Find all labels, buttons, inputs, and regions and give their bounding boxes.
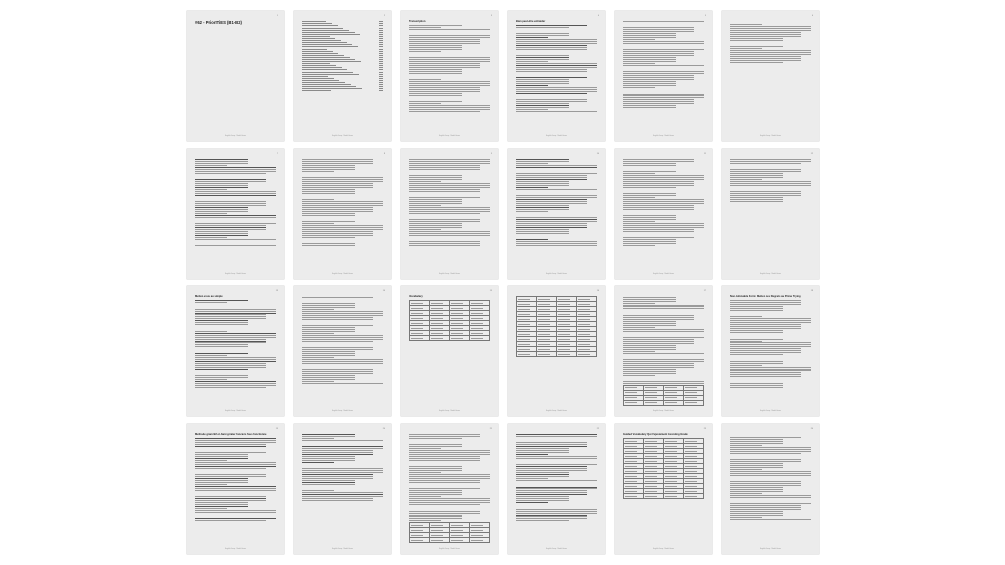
- page-footer: English Group · Madel House: [653, 273, 674, 275]
- page-number: 22: [596, 428, 599, 431]
- page-thumbnail[interactable]: [615, 286, 712, 416]
- page-number: 11: [703, 152, 706, 155]
- page-thumbnail[interactable]: [294, 424, 391, 554]
- page-footer: English Group · Madel House: [225, 273, 246, 275]
- page-content: [302, 295, 383, 406]
- page-footer: English Group · Madel House: [653, 411, 674, 413]
- page-content: [516, 433, 597, 544]
- page-content: [409, 433, 490, 544]
- page-grid: [187, 11, 820, 554]
- page-number: 5: [704, 15, 706, 17]
- page-number: 2: [383, 15, 385, 17]
- page-footer: English Group · Madel House: [225, 411, 246, 413]
- page-thumbnail[interactable]: [722, 149, 819, 279]
- page-footer: English Group · Madel House: [439, 136, 460, 137]
- page-content: [516, 295, 597, 406]
- page-footer: English Group · Madel House: [332, 549, 353, 551]
- page-thumbnail[interactable]: [401, 11, 498, 141]
- page-number: 12: [810, 152, 813, 155]
- page-thumbnail[interactable]: [187, 11, 284, 141]
- page-thumbnail[interactable]: [722, 424, 819, 554]
- section-heading: Non-Advisable Form: Mettez ces Regrets au Prime Trying: [730, 295, 801, 299]
- page-thumbnail[interactable]: [615, 11, 712, 141]
- section-heading: Methode gram B2 et Jami grrater fonciers fous fonctionne: [195, 433, 267, 437]
- page-content: [623, 295, 704, 406]
- page-number: 8: [383, 152, 385, 155]
- page-content: [623, 158, 704, 269]
- page-number: 15: [489, 290, 492, 293]
- page-content: [730, 433, 811, 544]
- page-content: [623, 433, 704, 544]
- page-thumbnail[interactable]: [508, 286, 605, 416]
- page-number: 14: [382, 290, 385, 293]
- page-content: [730, 158, 811, 269]
- page-number: 7: [276, 152, 278, 155]
- page-footer: English Group · Madel House: [225, 136, 246, 137]
- page-footer: English Group · Madel House: [225, 549, 246, 551]
- page-footer: English Group · Madel House: [439, 549, 460, 551]
- page-thumbnail[interactable]: [187, 286, 284, 416]
- page-thumbnail[interactable]: [508, 11, 605, 141]
- page-number: 20: [382, 428, 385, 431]
- page-footer: English Group · Madel House: [653, 136, 674, 137]
- page-content: [730, 20, 811, 131]
- page-number: 23: [703, 428, 706, 431]
- page-number: 24: [810, 428, 813, 431]
- page-footer: English Group · Madel House: [332, 273, 353, 275]
- page-content: [195, 158, 276, 269]
- page-content: [302, 433, 383, 544]
- page-number: 4: [597, 15, 599, 17]
- page-number: 17: [703, 290, 706, 293]
- section-heading: Mettez-vous au simple: [195, 295, 223, 299]
- page-thumbnail[interactable]: [508, 424, 605, 554]
- page-thumbnail[interactable]: [401, 424, 498, 554]
- page-footer: English Group · Madel House: [546, 136, 567, 137]
- page-thumbnail[interactable]: [508, 149, 605, 279]
- page-content: [302, 158, 383, 269]
- page-footer: English Group · Madel House: [546, 273, 567, 275]
- page-number: 18: [810, 290, 813, 293]
- section-heading: Vocabulary: [409, 295, 423, 299]
- page-number: 3: [490, 15, 492, 17]
- page-content: [302, 20, 383, 131]
- section-heading: Bien peut-être entraider: [516, 20, 546, 23]
- page-content: [516, 20, 597, 131]
- page-footer: English Group · Madel House: [760, 549, 781, 551]
- page-number: 13: [275, 290, 278, 293]
- page-content: [516, 158, 597, 269]
- page-thumbnail[interactable]: [294, 286, 391, 416]
- page-number: 6: [811, 15, 813, 17]
- page-content: [730, 295, 811, 406]
- page-footer: English Group · Madel House: [332, 411, 353, 413]
- page-number: 1: [276, 15, 278, 17]
- page-thumbnail[interactable]: [722, 286, 819, 416]
- page-footer: English Group · Madel House: [653, 549, 674, 551]
- page-content: [409, 295, 490, 406]
- page-number: 16: [596, 290, 599, 293]
- section-heading: Guided Vocabulary Qui l'ajustement Assisting Grade: [623, 433, 688, 437]
- page-content: [195, 295, 276, 406]
- page-number: 19: [275, 428, 278, 431]
- page-thumbnail[interactable]: [294, 11, 391, 141]
- page-thumbnail[interactable]: [187, 424, 284, 554]
- page-content: [409, 158, 490, 269]
- page-footer: English Group · Madel House: [760, 136, 781, 137]
- page-number: 21: [489, 428, 492, 431]
- page-content: [195, 433, 276, 544]
- page-thumbnail[interactable]: [294, 149, 391, 279]
- page-footer: English Group · Madel House: [546, 411, 567, 413]
- page-content: [409, 20, 490, 131]
- page-footer: English Group · Madel House: [760, 411, 781, 413]
- page-footer: English Group · Madel House: [760, 273, 781, 275]
- page-footer: English Group · Madel House: [546, 549, 567, 551]
- page-number: 10: [596, 152, 599, 155]
- page-thumbnail[interactable]: [187, 149, 284, 279]
- page-thumbnail[interactable]: [401, 286, 498, 416]
- document-title: #62 - PriorITiES (B1-B2): [195, 20, 242, 25]
- page-footer: English Group · Madel House: [332, 136, 353, 137]
- page-footer: English Group · Madel House: [439, 411, 460, 413]
- page-thumbnail[interactable]: [722, 11, 819, 141]
- page-thumbnail[interactable]: [615, 424, 712, 554]
- page-footer: English Group · Madel House: [439, 273, 460, 275]
- page-number: 9: [490, 152, 492, 155]
- page-content: [623, 20, 704, 131]
- page-thumbnail[interactable]: [401, 149, 498, 279]
- page-content: [195, 20, 276, 131]
- page-thumbnail[interactable]: [615, 149, 712, 279]
- section-heading: Transcription: [409, 20, 426, 23]
